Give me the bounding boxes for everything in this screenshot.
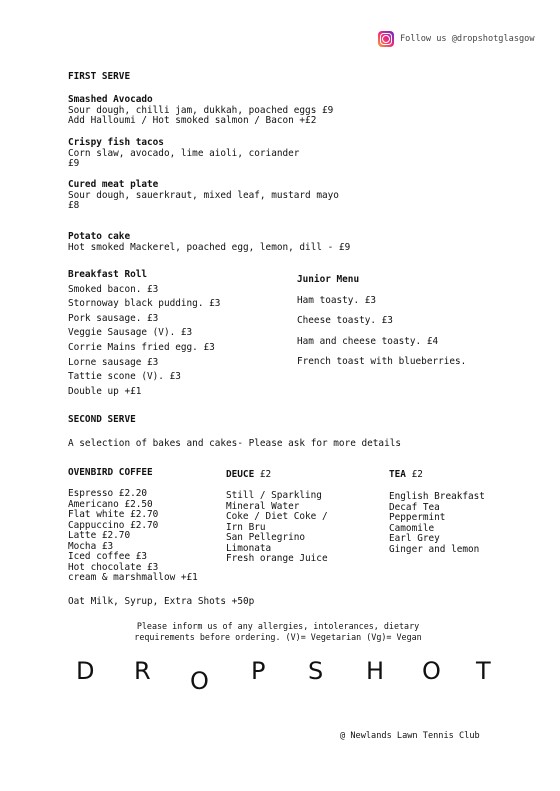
menu-item-name: Crispy fish tacos — [68, 137, 164, 148]
list-item: Americano £2.50 — [68, 498, 153, 510]
section-heading-deuce — [226, 470, 271, 481]
social-follow-text: Follow us @dropshotglasgow — [400, 34, 535, 44]
deuce-heading: DEUCE — [226, 469, 255, 480]
list-item: Flat white £2.70 — [68, 509, 159, 520]
footer-location: @ Newlands Lawn Tennis Club — [340, 731, 480, 741]
menu-item-name: Cured meat plate — [68, 179, 159, 190]
menu-item-potato-cake — [68, 232, 350, 253]
list-item: English Breakfast — [389, 491, 485, 502]
deuce-list — [226, 491, 328, 565]
logo-letter: O — [190, 667, 209, 695]
list-item: Ham and cheese toasty. £4 — [297, 335, 439, 347]
list-item: Latte £2.70 — [68, 530, 131, 541]
allergy-notice — [78, 621, 478, 642]
list-item: Camomile — [389, 522, 435, 534]
dropshot-logo — [76, 657, 494, 693]
menu-item-desc: Corn slaw, avocado, lime aioli, coriander — [68, 147, 300, 159]
notice-line: requirements before ordering. (V)= Vegetarian (Vg)= Vegan — [134, 631, 422, 642]
menu-item-cured-meat — [68, 180, 339, 212]
tea-price: £2 — [411, 469, 423, 480]
section-heading-tea — [389, 470, 423, 481]
menu-item-name: Potato cake — [68, 231, 131, 242]
list-item: Irn Bru — [226, 521, 266, 533]
tea-list — [389, 492, 485, 555]
list-item: Mineral Water — [226, 500, 300, 512]
logo-letter: D — [76, 657, 95, 685]
instagram-icon — [378, 31, 394, 47]
second-serve-text: A selection of bakes and cakes- Please ask for more details — [68, 438, 402, 449]
list-item: San Pellegrino — [226, 532, 306, 543]
logo-letter: P — [251, 657, 266, 685]
menu-item-desc: Sour dough, sauerkraut, mixed leaf, mustard mayo — [68, 189, 339, 201]
list-item: Double up +£1 — [68, 385, 142, 397]
logo-letter: R — [134, 657, 151, 685]
list-item: Ham toasty. £3 — [297, 294, 377, 306]
list-item: Still / Sparkling — [226, 490, 322, 501]
notice-line: Please inform us of any allergies, intolerances, dietary — [136, 621, 420, 631]
menu-item-desc: Sour dough, chilli jam, dukkah, poached eggs £9 — [68, 104, 334, 116]
breakfast-roll-section — [68, 268, 220, 399]
list-item: Stornoway black pudding. £3 — [68, 298, 221, 310]
list-item: Tattie scone (V). £3 — [68, 371, 181, 383]
menu-item-price: £9 — [68, 158, 80, 169]
menu-item-fish-tacos — [68, 138, 299, 170]
tea-heading: TEA — [389, 469, 406, 480]
menu-item-price: £8 — [68, 200, 80, 211]
section-heading-second-serve: SECOND SERVE — [68, 414, 136, 425]
list-item: Decaf Tea — [389, 501, 440, 513]
junior-menu-section — [297, 270, 466, 373]
list-item: Limonata — [226, 542, 272, 554]
list-item: French toast with blueberries. — [297, 356, 467, 367]
list-item: Iced coffee £3 — [68, 551, 148, 562]
social-follow[interactable] — [378, 31, 535, 47]
list-item: Mocha £3 — [68, 540, 114, 552]
list-item: Cappuccino £2.70 — [68, 519, 159, 531]
menu-item-desc: Hot smoked Mackerel, poached egg, lemon, dill - £9 — [68, 241, 351, 253]
coffee-list — [68, 489, 198, 584]
logo-letter: T — [476, 657, 491, 685]
section-heading-coffee: OVENBIRD COFFEE — [68, 467, 153, 478]
section-heading-first-serve: FIRST SERVE — [68, 71, 131, 82]
list-item: Hot chocolate £3 — [68, 561, 159, 573]
list-item: Coke / Diet Coke / — [226, 511, 328, 522]
list-item: Espresso £2.20 — [68, 488, 148, 499]
list-item: cream & marshmallow +£1 — [68, 572, 198, 583]
deuce-price: £2 — [259, 469, 272, 480]
list-item: Ginger and lemon — [389, 543, 480, 555]
list-item: Smoked bacon. £3 — [68, 283, 159, 295]
coffee-extras: Oat Milk, Syrup, Extra Shots +50p — [68, 596, 255, 607]
logo-letter: O — [422, 657, 441, 685]
menu-item-smashed-avocado — [68, 95, 333, 127]
logo-letter: S — [308, 657, 324, 685]
logo-letter: H — [366, 657, 385, 685]
list-item: Fresh orange Juice — [226, 553, 328, 564]
list-item: Pork sausage. £3 — [68, 312, 159, 324]
list-item: Lorne sausage £3 — [68, 356, 159, 368]
menu-item-name: Smashed Avocado — [68, 94, 153, 105]
section-heading-breakfast-roll: Breakfast Roll — [68, 269, 148, 280]
menu-item-desc: Add Halloumi / Hot smoked salmon / Bacon +£2 — [68, 115, 317, 126]
list-item: Corrie Mains fried egg. £3 — [68, 341, 215, 353]
list-item: Cheese toasty. £3 — [297, 315, 393, 326]
list-item: Peppermint — [389, 512, 446, 523]
section-heading-junior-menu: Junior Menu — [297, 274, 360, 285]
list-item: Veggie Sausage (V). £3 — [68, 327, 193, 339]
list-item: Earl Grey — [389, 533, 440, 544]
